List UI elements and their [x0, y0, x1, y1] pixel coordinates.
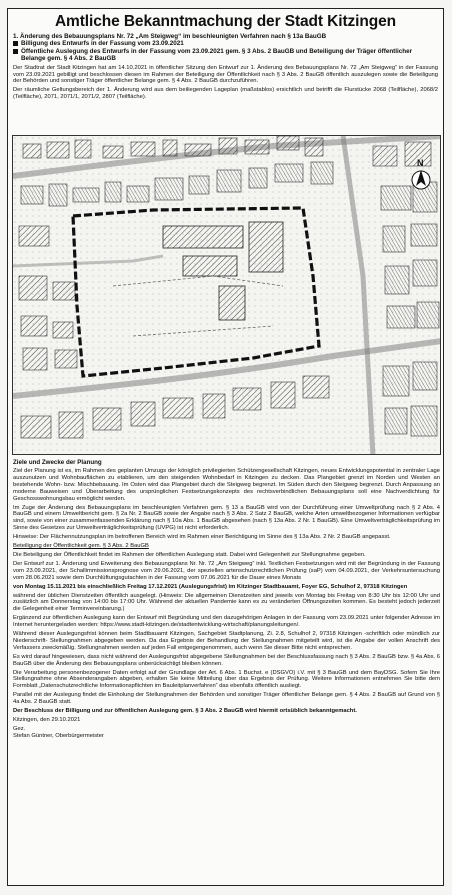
bullet-item: [13, 48, 438, 63]
signed-label: Gez.: [13, 726, 26, 732]
paragraph: Hinweise: Der Flächennutzungsplan im betroffenen Bereich wird im Rahmen einer Berichtigung im Sinne des § 13a Abs. 2 Nr. 2 BauGB angepasst.: [13, 534, 391, 541]
bullet-text: 1. Änderung des Bebauungsplans Nr. 72 „Am Steigweg“ im beschleunigten Verfahren nach § 13a BauGB: [13, 33, 327, 40]
bullet-text: Öffentliche Auslegung des Entwurfs in der Fassung vom 23.09.2021 gem. § 3 Abs. 2 BauGB und Beteiligung der Träger öffentlicher Belange gem. § 4 Abs. 2 BauGB: [21, 47, 413, 63]
bullet-item: [13, 33, 438, 40]
heading-public-participation: Beteiligung der Öffentlichkeit gem. § 3 Abs. 2 BauGB: [13, 543, 149, 550]
heading-aims: Ziele und Zwecke der Planung: [13, 459, 102, 466]
intro-paragraph: Der Stadtrat der Stadt Kitzingen hat am 14.10.2021 in öffentlicher Sitzung den Entwurf zur 1. Änderung des Bebauungsplans Nr. 72 „Am Steigweg“ in der Fassung vom 23.09.2021 gebilligt und beschlossen diesen im Rahmen der Beteiligung der Öffentlichkeit nach § 3 Abs. 2 BauGB öffentlich auszulegen sowie die Beteiligung der Behörden und sonstiger Träger öffentlicher Belange gem. § 4 Abs. 2 BauGB durchzuführen.: [13, 64, 438, 85]
paragraph: Parallel mit der Auslegung findet die Einholung der Stellungnahmen der Behörden und sonstiger Träger öffentlicher Belange gem. § 4 Abs. 2 BauGB auf Grund von § 4a Abs. 2 BauGB statt.: [13, 692, 440, 706]
paragraph: Es wird darauf hingewiesen, dass nicht während der Auslegungsfrist abgegebene Stellungnahmen bei der Beschlussfassung nach § 3 Abs. 2 BauGB bzw. § 4a Abs. 6 BauGB über die Änderung des Bebauungsplans unberücksichtigt bleiben können.: [13, 653, 440, 667]
bullet-item: [13, 40, 438, 47]
paragraph: Der Beschluss der Billigung und zur öffentlichen Auslegung gem. § 3 Abs. 2 BauGB wird hiermit ortsüblich bekanntgemacht.: [13, 708, 357, 715]
bullet-text: Billigung des Entwurfs in der Fassung vom 23.09.2021: [21, 40, 184, 48]
paragraph: Ziel der Planung ist es, im Rahmen des geplanten Umzugs der königlich privilegierten Schützengesellschaft Kitzingen, neues Entwicklungspotential in zentraler Lage auszunutzen und Wohnbauflächen zu etablieren, um den steigenden Wohnbedarf in Kitzingen zu decken. Das Plangebiet grenzt im Norden und Westen an bestehende Wohn- bzw. Mischbebauung. Im Osten wird das Plangebiet durch die Steigweg begrenzt. Im Süden durch den Steigweg begrenzt. Durch Anpassung an moderne Bauweisen und Überarbeitung des ursprünglichen Festsetzungskonzepts des rechtsverbindlichen Bebauungsplans soll eine Nachverdichtung für Geschosswohnungsbau ermöglicht werden.: [13, 468, 440, 502]
site-plan-map: [12, 135, 441, 455]
paragraph: Während dieser Auslegungsfrist können beim Stadtbauamt Kitzingen, Sachgebiet Stadtplanung, Zi. 2.8, Schulhof 2, 97318 Kitzingen -schriftlich oder mündlich zur Niederschrift- Stellungnahmen abgegeben werden. Da das Ergebnis der Behandlung der Stellungnahmen mitgeteilt wird, ist die Angabe der vollen Anschrift des Verfassers zweckmäßig. Stellungnahmen werden auf jeden Fall entgegengenommen, auch wenn Sie dieser Bitte nicht entsprechen.: [13, 631, 440, 651]
announcement-frame: [7, 8, 444, 886]
announcement-title: Amtliche Bekanntmachung der Stadt Kitzingen: [54, 13, 397, 30]
paragraph: Die Verarbeitung personenbezogener Daten erfolgt auf der Grundlage der Art. 6 Abs. 1 Buchst. e (DSGVO) i.V. mit § 3 BauGB und dem BayDSG. Sofern Sie Ihre Stellungnahme ohne Absenderangaben abgeben, erhalten Sie keine Mitteilung über das Ergebnis der Prüfung. Weitere Informationen entnehmen Sie bitte dem Formblatt „Datenschutzrechtliche Informationspflichten im Bauleitplanverfahren“ das ebenfalls öffentlich ausliegt.: [13, 669, 440, 690]
paragraph: während der üblichen Dienstzeiten öffentlich ausgelegt. (Hinweis: Die allgemeinen Dienstzeiten sind jeweils von Montag bis Freitag von 8:30 Uhr bis 12:00 Uhr und zusätzlich am Donnerstag von 14:00 bis 17:00 Uhr. Während der aktuellen Pandemie kann es zu veränderten Öffnungszeiten kommen. Es besteht jedoch jederzeit die Gelegenheit einer Terminvereinbarung.): [13, 592, 440, 613]
intro-paragraph: Der räumliche Geltungsbereich der 1. Änderung wird aus dem beiliegenden Lageplan (maßstablos) ersichtlich und betrifft die Flurstücke 2068 (Teilfläche), 2068/2 (Teilfläche), 2071, 2071/1, 2071/2, 2807 (Teilfläche).: [13, 87, 438, 101]
body-text-block: [8, 458, 444, 740]
signer-name: Stefan Güntner, Oberbürgermeister: [13, 733, 104, 739]
display-period: von Montag 15.11.2021 bis einschließlich Freitag 17.12.2021 (Auslegungsfrist) im Kitzinger Stadtbauamt, Foyer EG, Schulhof 2, 97318 Kitzingen: [13, 583, 408, 590]
place-date: Kitzingen, den 29.10.2021: [13, 717, 81, 723]
paragraph: Ergänzend zur öffentlichen Auslegung kann der Entwurf mit Begründung und den dazugehörigen Anlagen in der Fassung vom 23.09.2021 unter folgender Adresse im Internet heruntergeladen werden: https://www.stadt-kitzingen.de/stadtentwicklung-wirtschaft/planungsleitungen/.: [13, 615, 440, 629]
square-bullet-icon: [13, 49, 18, 54]
square-bullet-icon: [13, 41, 18, 46]
north-label: N: [417, 158, 424, 168]
paragraph: Die Beteiligung der Öffentlichkeit findet im Rahmen der öffentlichen Auslegung statt. Dabei wird Gelegenheit zur Stellungnahme gegeben.: [13, 551, 366, 558]
paragraph: Der Entwurf zur 1. Änderung und Erweiterung des Bebauungsplans Nr. Nr. 72 „Am Steigweg“ inkl. Textlichen Festsetzungen wird mit der Begründung in der Fassung vom 23.09.2021, der Schallimmissionsprognose vom 29.06.2021, der speziellen artenschutzrechtlichen Prüfung (saP) vom 04.09.2021, der Verkehrsuntersuchung vom 28.06.2021 sowie dem Durchlüftungsgutachten in der Fassung vom 07.06.2021 für die Dauer eines Monats: [13, 560, 440, 581]
paragraph: Im Zuge der Änderung des Bebauungsplans im beschleunigten Verfahren gem. § 13 a BauGB wird von der Durchführung einer Umweltprüfung nach § 2 Abs. 4 BauGB und einem Umweltbericht gem. § 2a Nr. 2 BauGB sowie der Angabe nach § 3 Abs. 2 Satz 2 BauGB, welche Arten umweltbezogener Informationen verfügbar sind, sowie von einer zusammenfassenden Erklärung nach § 10a Abs. 1 BauGB abgesehen (nach § 13a Abs. 2 Nr. 1 BauGB). Eine Umweltverträglichkeitsprüfung im Sinne des Gesetzes zur Umweltverträglichkeitsprüfung (UVPG) ist nicht erforderlich.: [13, 504, 440, 532]
header-block: [8, 33, 443, 101]
site-plan-drawing: [13, 136, 441, 455]
